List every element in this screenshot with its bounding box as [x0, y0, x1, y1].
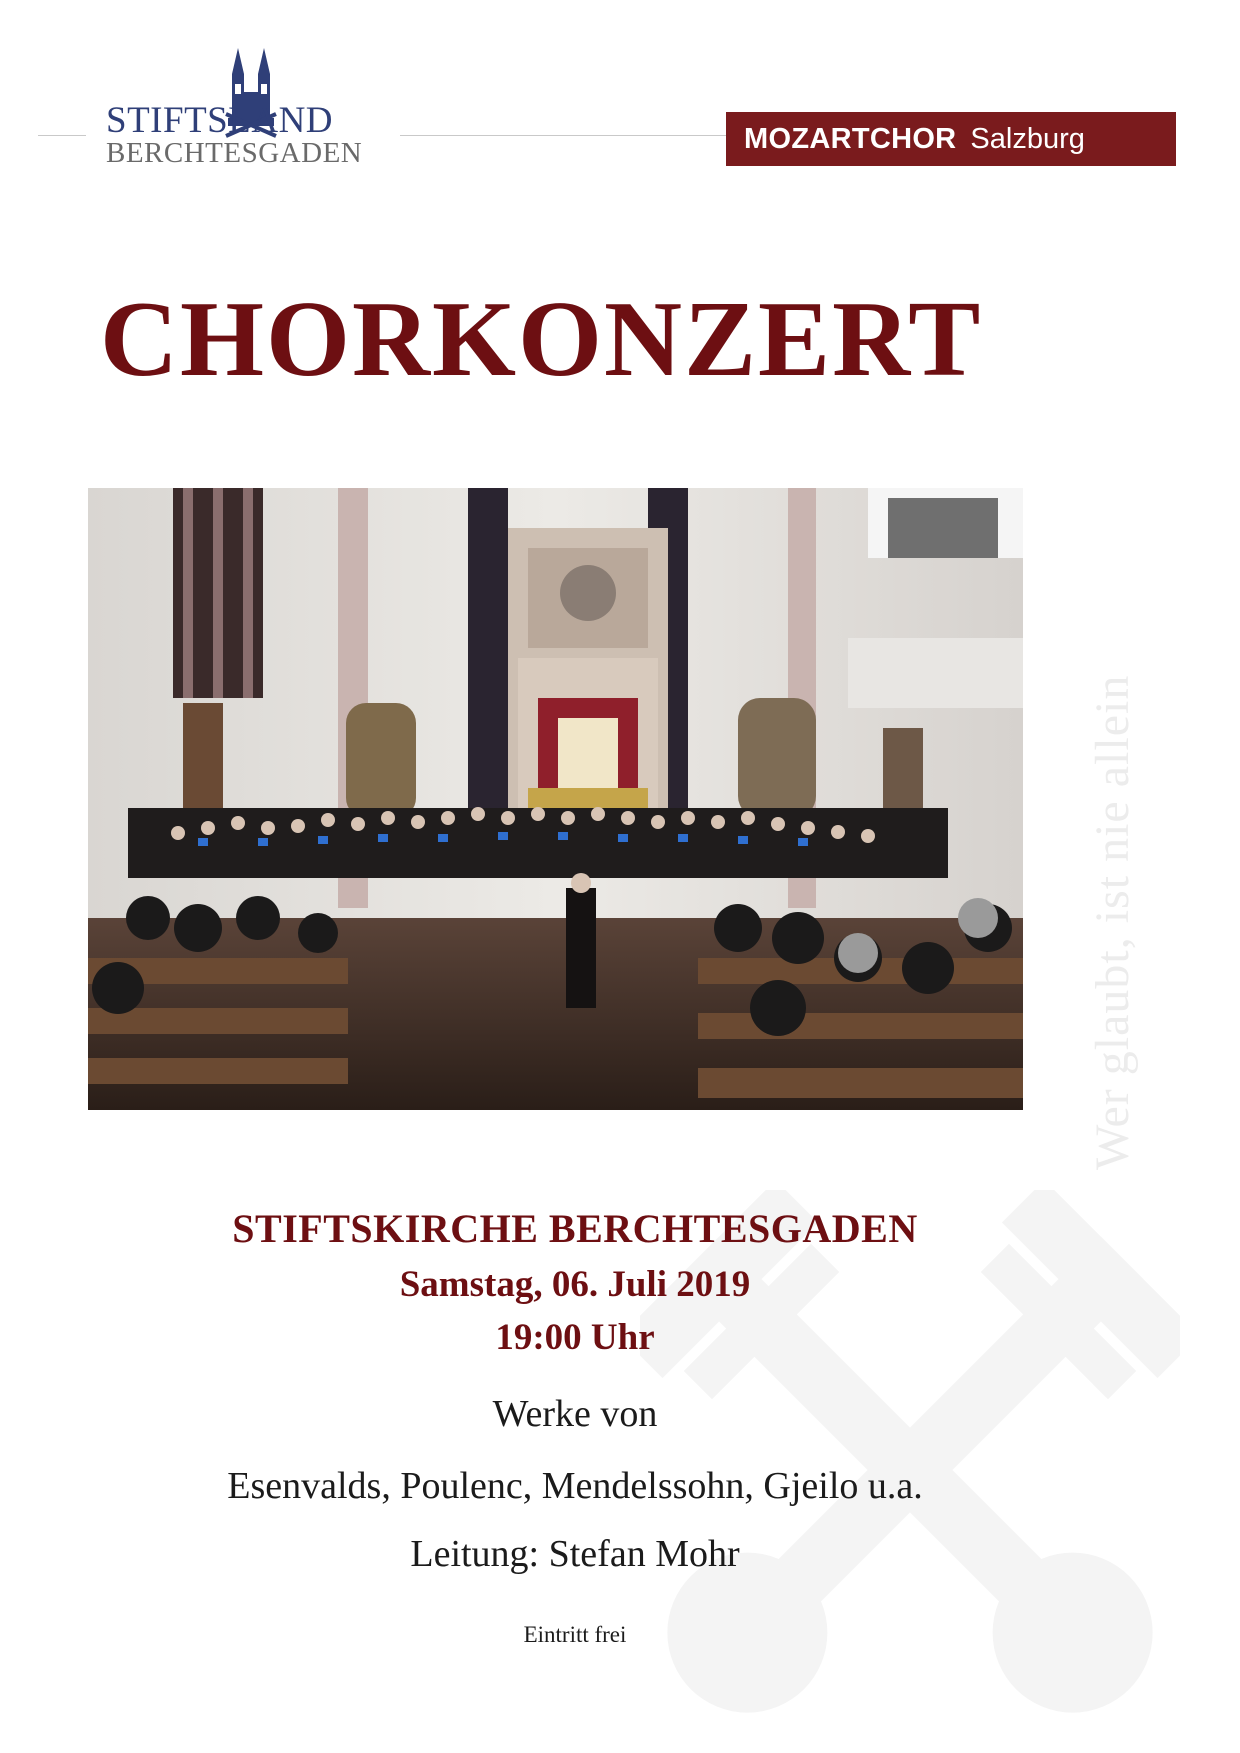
logo-mozartchor: MOZARTCHOR: [744, 123, 957, 155]
logo-line-stiftsland: STIFTSLAND: [106, 100, 334, 141]
stiftsland-logo: [100, 48, 400, 168]
conductor-line: Leitung: Stefan Mohr: [410, 1533, 740, 1575]
header-rule-left: [38, 135, 86, 136]
logo-line-berchtesgaden: BERCHTESGADEN: [106, 137, 363, 169]
logo-salzburg: Salzburg: [970, 123, 1085, 155]
event-date: Samstag, 06. Juli 2019: [399, 1264, 751, 1305]
page-title: CHORKONZERT: [100, 280, 983, 399]
vertical-quote-watermark: Wer glaubt, ist nie allein: [1086, 674, 1139, 1170]
works-intro: Werke von: [492, 1393, 658, 1435]
mozartchor-logo: [726, 112, 1176, 166]
event-time: 19:00 Uhr: [495, 1317, 655, 1358]
venue-heading: STIFTSKIRCHE BERCHTESGADEN: [232, 1206, 918, 1251]
header-rule-right: [400, 135, 726, 136]
choir-concert-in-church-photo: [88, 488, 1023, 1110]
admission-note: Eintritt frei: [523, 1622, 627, 1647]
composers-list: Esenvalds, Poulenc, Mendelssohn, Gjeilo u.a.: [227, 1465, 923, 1507]
